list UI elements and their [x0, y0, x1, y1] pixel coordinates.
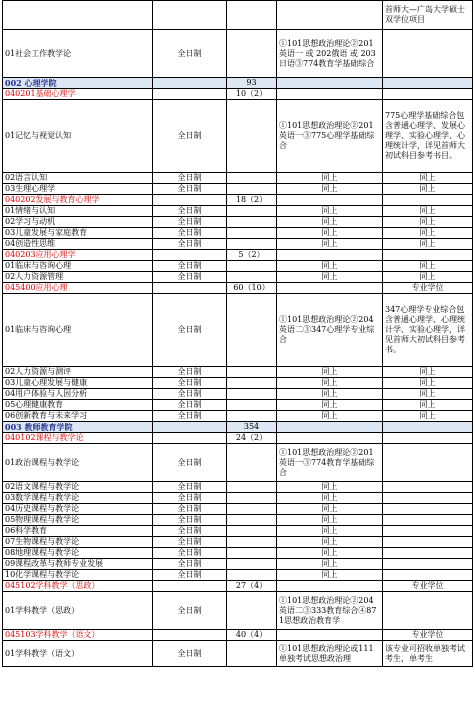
enrollment-count: [227, 411, 277, 422]
exam-subjects: 同上: [277, 389, 383, 400]
remarks: [383, 493, 473, 504]
remarks: 专业学位: [383, 283, 473, 294]
enrollment-count: [227, 400, 277, 411]
remarks: 同上: [383, 389, 473, 400]
direction-row: [3, 100, 473, 173]
exam-subjects: 同上: [277, 184, 383, 195]
exam-subjects: [277, 1, 383, 30]
direction-name: 02学习与动机: [3, 217, 153, 228]
study-mode: 全日制: [153, 444, 227, 482]
enrollment-count: 18（2）: [227, 195, 277, 206]
enrollment-count: [227, 367, 277, 378]
direction-name: 10化学课程与教学论: [3, 570, 153, 581]
direction-row: [3, 493, 473, 504]
study-mode: 全日制: [153, 526, 227, 537]
exam-subjects: 同上: [277, 272, 383, 283]
direction-row: [3, 444, 473, 482]
direction-name: 01学科教学（语文）: [3, 641, 153, 667]
exam-subjects: [277, 78, 383, 89]
study-mode: [153, 630, 227, 641]
study-mode: 全日制: [153, 504, 227, 515]
study-mode: 全日制: [153, 515, 227, 526]
enrollment-count: [227, 30, 277, 78]
major-row: [3, 89, 473, 100]
remarks: 专业学位: [383, 581, 473, 592]
direction-row: [3, 239, 473, 250]
direction-name: 02人力资源与测评: [3, 367, 153, 378]
direction-row: [3, 570, 473, 581]
direction-name: 05物理课程与教学论: [3, 515, 153, 526]
major-name: 040203应用心理学: [3, 250, 153, 261]
study-mode: 全日制: [153, 228, 227, 239]
direction-row: [3, 228, 473, 239]
enrollment-count: 93: [227, 78, 277, 89]
study-mode: 全日制: [153, 100, 227, 173]
study-mode: 全日制: [153, 537, 227, 548]
direction-row: [3, 641, 473, 667]
exam-subjects: ①101思想政治理论②201英语一③774教育学基础综合: [277, 444, 383, 482]
remarks: [383, 526, 473, 537]
remarks: [383, 422, 473, 433]
exam-subjects: [277, 630, 383, 641]
remarks: [383, 78, 473, 89]
exam-subjects: 同上: [277, 400, 383, 411]
remarks: [383, 89, 473, 100]
enrollment-count: 27（4）: [227, 581, 277, 592]
remarks: 同上: [383, 378, 473, 389]
remarks: 同上: [383, 173, 473, 184]
direction-name: 01学科教学（思政）: [3, 592, 153, 630]
enrollment-count: [227, 504, 277, 515]
major-name: 045102学科教学（思政）: [3, 581, 153, 592]
direction-row: [3, 206, 473, 217]
direction-row: [3, 559, 473, 570]
exam-subjects: [277, 195, 383, 206]
study-mode: 全日制: [153, 367, 227, 378]
direction-row: [3, 537, 473, 548]
remarks: 同上: [383, 367, 473, 378]
remarks: 同上: [383, 261, 473, 272]
direction-row: [3, 367, 473, 378]
direction-row: [3, 389, 473, 400]
exam-subjects: 同上: [277, 228, 383, 239]
exam-subjects: ①101思想政治理论②201英语一 或 202俄语 或 203日语③774教育学基础综合: [277, 30, 383, 78]
direction-row: [3, 504, 473, 515]
enrollment-count: [227, 206, 277, 217]
exam-subjects: 同上: [277, 493, 383, 504]
college-name: 003 教师教育学院: [3, 422, 153, 433]
direction-name: 05心理健康教育: [3, 400, 153, 411]
direction-name: 01临床与咨询心理: [3, 294, 153, 367]
study-mode: 全日制: [153, 559, 227, 570]
enrollment-count: [227, 272, 277, 283]
enrollment-count: [227, 261, 277, 272]
enrollment-count: [227, 100, 277, 173]
exam-subjects: 同上: [277, 217, 383, 228]
exam-subjects: 同上: [277, 559, 383, 570]
major-name: 045103学科教学（语文）: [3, 630, 153, 641]
enrollment-count: [227, 228, 277, 239]
study-mode: 全日制: [153, 493, 227, 504]
study-mode: 全日制: [153, 294, 227, 367]
enrollment-count: [227, 239, 277, 250]
direction-name: 02语文课程与教学论: [3, 482, 153, 493]
enrollment-count: 354: [227, 422, 277, 433]
study-mode: 全日制: [153, 261, 227, 272]
study-mode: 全日制: [153, 400, 227, 411]
exam-subjects: 同上: [277, 515, 383, 526]
direction-name: 08地理课程与教学论: [3, 548, 153, 559]
major-name: 040102课程与教学论: [3, 433, 153, 444]
enrollment-count: [227, 548, 277, 559]
study-mode: 全日制: [153, 239, 227, 250]
enrollment-count: 10（2）: [227, 89, 277, 100]
direction-name: 04创造性思维: [3, 239, 153, 250]
exam-subjects: ①101思想政治理论或111单独考试思想政治理: [277, 641, 383, 667]
direction-name: 06创新教育与未来学习: [3, 411, 153, 422]
remarks: [383, 250, 473, 261]
direction-row: [3, 411, 473, 422]
exam-subjects: 同上: [277, 206, 383, 217]
enrollment-count: [227, 515, 277, 526]
remarks: 同上: [383, 239, 473, 250]
remarks: 同上: [383, 411, 473, 422]
enrollment-count: [227, 537, 277, 548]
direction-name: 01记忆与视觉认知: [3, 100, 153, 173]
enrollment-count: [227, 482, 277, 493]
study-mode: 全日制: [153, 378, 227, 389]
remarks: [383, 195, 473, 206]
exam-subjects: 同上: [277, 548, 383, 559]
enrollment-count: [227, 378, 277, 389]
study-mode: 全日制: [153, 173, 227, 184]
remarks: 同上: [383, 400, 473, 411]
admissions-table: [2, 0, 473, 667]
remarks: 775心理学基础综合包含普通心理学、发展心理学、实验心理学、心理统计学，详见首师大初试科目参考书目。: [383, 100, 473, 173]
remarks: 同上: [383, 206, 473, 217]
remarks: [383, 482, 473, 493]
direction-row: [3, 482, 473, 493]
study-mode: 全日制: [153, 411, 227, 422]
study-mode: [153, 195, 227, 206]
enrollment-count: [227, 592, 277, 630]
study-mode: 全日制: [153, 30, 227, 78]
remarks: 同上: [383, 272, 473, 283]
study-mode: 全日制: [153, 548, 227, 559]
remarks: 同上: [383, 184, 473, 195]
direction-name: 04用户体验与人因分析: [3, 389, 153, 400]
enrollment-count: 24（2）: [227, 433, 277, 444]
enrollment-count: [227, 526, 277, 537]
study-mode: [153, 89, 227, 100]
exam-subjects: [277, 433, 383, 444]
remarks: [383, 570, 473, 581]
direction-row: [3, 261, 473, 272]
direction-name: 07生物课程与教学论: [3, 537, 153, 548]
study-mode: [153, 250, 227, 261]
direction-row: [3, 30, 473, 78]
major-row: [3, 195, 473, 206]
enrollment-count: [227, 1, 277, 30]
exam-subjects: 同上: [277, 173, 383, 184]
college-row: [3, 422, 473, 433]
direction-name: 01临床与咨询心理: [3, 261, 153, 272]
exam-subjects: 同上: [277, 526, 383, 537]
study-mode: [153, 581, 227, 592]
college-name: 002 心理学院: [3, 78, 153, 89]
enrollment-count: 40（4）: [227, 630, 277, 641]
direction-row: [3, 378, 473, 389]
direction-name: 04历史课程与教学论: [3, 504, 153, 515]
study-mode: 全日制: [153, 592, 227, 630]
direction-row: [3, 592, 473, 630]
remarks: [383, 444, 473, 482]
direction-name: 03儿童发展与家庭教育: [3, 228, 153, 239]
direction-name: 06科学教育: [3, 526, 153, 537]
remarks: 同上: [383, 217, 473, 228]
direction-row: [3, 184, 473, 195]
enrollment-count: [227, 389, 277, 400]
exam-subjects: 同上: [277, 239, 383, 250]
major-row: [3, 581, 473, 592]
study-mode: [153, 78, 227, 89]
remarks: 同上: [383, 228, 473, 239]
direction-name: 03生理心理学: [3, 184, 153, 195]
direction-row: [3, 515, 473, 526]
enrollment-count: [227, 184, 277, 195]
enrollment-count: [227, 217, 277, 228]
enrollment-count: [227, 493, 277, 504]
enrollment-count: [227, 559, 277, 570]
major-name: 045400应用心理: [3, 283, 153, 294]
study-mode: 全日制: [153, 389, 227, 400]
major-name: 040201基础心理学: [3, 89, 153, 100]
direction-row: [3, 173, 473, 184]
enrollment-count: [227, 173, 277, 184]
exam-subjects: ①101思想政治理论②204英语二③347心理学专业综合: [277, 294, 383, 367]
remarks: [383, 559, 473, 570]
remarks: [383, 30, 473, 78]
major-row: [3, 433, 473, 444]
enrollment-count: 60（10）: [227, 283, 277, 294]
exam-subjects: 同上: [277, 411, 383, 422]
remarks: 专业学位: [383, 630, 473, 641]
remarks: [383, 433, 473, 444]
exam-subjects: [277, 89, 383, 100]
study-mode: 全日制: [153, 184, 227, 195]
college-row: [3, 78, 473, 89]
direction-name: 02人力资源管理: [3, 272, 153, 283]
direction-row: [3, 400, 473, 411]
major-row: [3, 630, 473, 641]
direction-name: 03儿童心理发展与健康: [3, 378, 153, 389]
study-mode: 全日制: [153, 206, 227, 217]
remarks: 该专业可招收单独考试考生，单考生: [383, 641, 473, 667]
direction-row: [3, 272, 473, 283]
exam-subjects: 同上: [277, 378, 383, 389]
direction-row: [3, 294, 473, 367]
direction-name: 01社会工作教学论: [3, 30, 153, 78]
enrollment-count: 5（2）: [227, 250, 277, 261]
study-mode: 全日制: [153, 570, 227, 581]
exam-subjects: [277, 250, 383, 261]
direction-name: 09课程改革与教师专业发展: [3, 559, 153, 570]
study-mode: [153, 422, 227, 433]
direction-row: [3, 526, 473, 537]
exam-subjects: 同上: [277, 504, 383, 515]
enrollment-count: [227, 570, 277, 581]
remarks: 首师大—广岛大学硕士双学位项目: [383, 1, 473, 30]
direction-row: [3, 217, 473, 228]
enrollment-count: [227, 294, 277, 367]
study-mode: 全日制: [153, 482, 227, 493]
study-mode: [153, 1, 227, 30]
remarks: [383, 537, 473, 548]
study-mode: 全日制: [153, 217, 227, 228]
remarks: [383, 504, 473, 515]
direction-name: 01政治课程与教学论: [3, 444, 153, 482]
exam-subjects: ①101思想政治理论②201英语一③775心理学基础综合: [277, 100, 383, 173]
exam-subjects: 同上: [277, 570, 383, 581]
exam-subjects: 同上: [277, 537, 383, 548]
major-row: [3, 250, 473, 261]
remarks: [383, 548, 473, 559]
remarks: [383, 515, 473, 526]
exam-subjects: 同上: [277, 367, 383, 378]
direction-name: 01情绪与认知: [3, 206, 153, 217]
study-mode: 全日制: [153, 272, 227, 283]
enrollment-count: [227, 444, 277, 482]
direction-row: [3, 548, 473, 559]
exam-subjects: [277, 283, 383, 294]
study-mode: 全日制: [153, 641, 227, 667]
direction-name: 03数学课程与教学论: [3, 493, 153, 504]
exam-subjects: 同上: [277, 482, 383, 493]
exam-subjects: ①101思想政治理论②204英语二③333教育综合④871思想政治教育学: [277, 592, 383, 630]
enrollment-count: [227, 641, 277, 667]
study-mode: [153, 283, 227, 294]
admissions-table-body: [3, 1, 473, 667]
major-row: [3, 283, 473, 294]
exam-subjects: [277, 581, 383, 592]
direction-row: [3, 1, 473, 30]
study-mode: [153, 433, 227, 444]
major-name: 040202发展与教育心理学: [3, 195, 153, 206]
remarks: 347心理学专业综合包含普通心理学、心理统计学、实验心理学，详见首师大初试科目参考书。: [383, 294, 473, 367]
remarks: [383, 592, 473, 630]
exam-subjects: 同上: [277, 261, 383, 272]
direction-name: [3, 1, 153, 30]
direction-name: 02语言认知: [3, 173, 153, 184]
exam-subjects: [277, 422, 383, 433]
